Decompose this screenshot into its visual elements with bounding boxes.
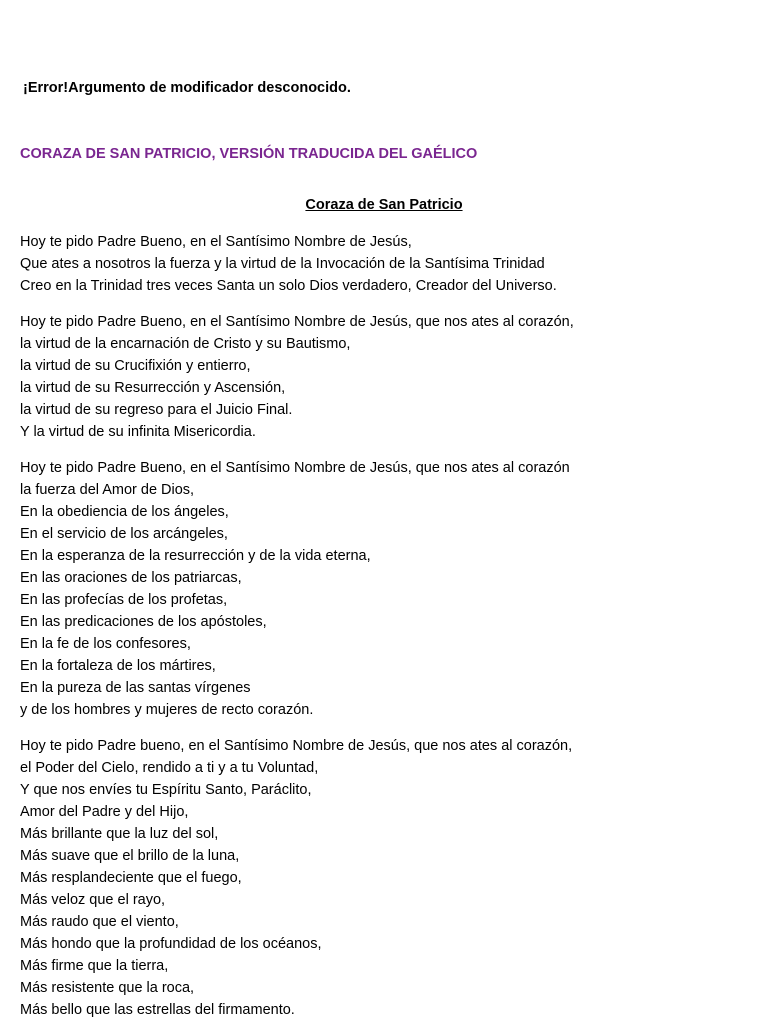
verse-line: Más firme que la tierra, xyxy=(20,958,169,974)
verse-line: el Poder del Cielo, rendido a ti y a tu Voluntad, xyxy=(20,760,319,776)
verse-line: Más suave que el brillo de la luna, xyxy=(20,848,240,864)
verse-line: En la fortaleza de los mártires, xyxy=(20,658,216,674)
verse-line: En la obediencia de los ángeles, xyxy=(20,504,229,520)
verse-line: Más resistente que la roca, xyxy=(20,980,195,996)
verse-line: Y que nos envíes tu Espíritu Santo, Paráclito, xyxy=(20,782,312,798)
stanza-4 xyxy=(20,735,750,1021)
verse-line: Más brillante que la luz del sol, xyxy=(20,826,219,842)
verse-line: Hoy te pido Padre Bueno, en el Santísimo Nombre de Jesús, xyxy=(20,234,412,250)
verse-line: Más raudo que el viento, xyxy=(20,914,179,930)
document-title: Coraza de San Patricio xyxy=(305,197,463,213)
verse-line: la virtud de la encarnación de Cristo y su Bautismo, xyxy=(20,336,351,352)
verse-line: En la pureza de las santas vírgenes xyxy=(20,680,251,696)
stanza-1 xyxy=(20,231,750,297)
error-message: ¡Error!Argumento de modificador desconocido. xyxy=(23,80,351,96)
verse-line: Más resplandeciente que el fuego, xyxy=(20,870,242,886)
prayer-body xyxy=(20,231,750,1035)
verse-line: En la fe de los confesores, xyxy=(20,636,191,652)
verse-line: Hoy te pido Padre Bueno, en el Santísimo Nombre de Jesús, que nos ates al corazón xyxy=(20,460,570,476)
verse-line: Creo en la Trinidad tres veces Santa un solo Dios verdadero, Creador del Universo. xyxy=(20,278,557,294)
verse-line: la virtud de su Resurrección y Ascensión, xyxy=(20,380,286,396)
verse-line: la virtud de su Crucifixión y entierro, xyxy=(20,358,251,374)
verse-line: Hoy te pido Padre Bueno, en el Santísimo Nombre de Jesús, que nos ates al corazón, xyxy=(20,314,574,330)
verse-line: Y la virtud de su infinita Misericordia. xyxy=(20,424,256,440)
stanza-2 xyxy=(20,311,750,443)
verse-line: En las oraciones de los patriarcas, xyxy=(20,570,242,586)
stanza-3 xyxy=(20,457,750,721)
verse-line: En las profecías de los profetas, xyxy=(20,592,228,608)
verse-line: la fuerza del Amor de Dios, xyxy=(20,482,195,498)
verse-line: Más bello que las estrellas del firmamento. xyxy=(20,1002,295,1018)
verse-line: Amor del Padre y del Hijo, xyxy=(20,804,189,820)
verse-line: Más veloz que el rayo, xyxy=(20,892,166,908)
verse-line: Hoy te pido Padre bueno, en el Santísimo Nombre de Jesús, que nos ates al corazón, xyxy=(20,738,573,754)
verse-line: Que ates a nosotros la fuerza y la virtud de la Invocación de la Santísima Trinidad xyxy=(20,256,545,272)
verse-line: la virtud de su regreso para el Juicio Final. xyxy=(20,402,293,418)
verse-line: En la esperanza de la resurrección y de la vida eterna, xyxy=(20,548,371,564)
verse-line: y de los hombres y mujeres de recto corazón. xyxy=(20,702,314,718)
verse-line: En el servicio de los arcángeles, xyxy=(20,526,228,542)
verse-line: En las predicaciones de los apóstoles, xyxy=(20,614,267,630)
document-heading: CORAZA DE SAN PATRICIO, VERSIÓN TRADUCIDA DEL GAÉLICO xyxy=(20,146,478,162)
verse-line: Más hondo que la profundidad de los océanos, xyxy=(20,936,322,952)
